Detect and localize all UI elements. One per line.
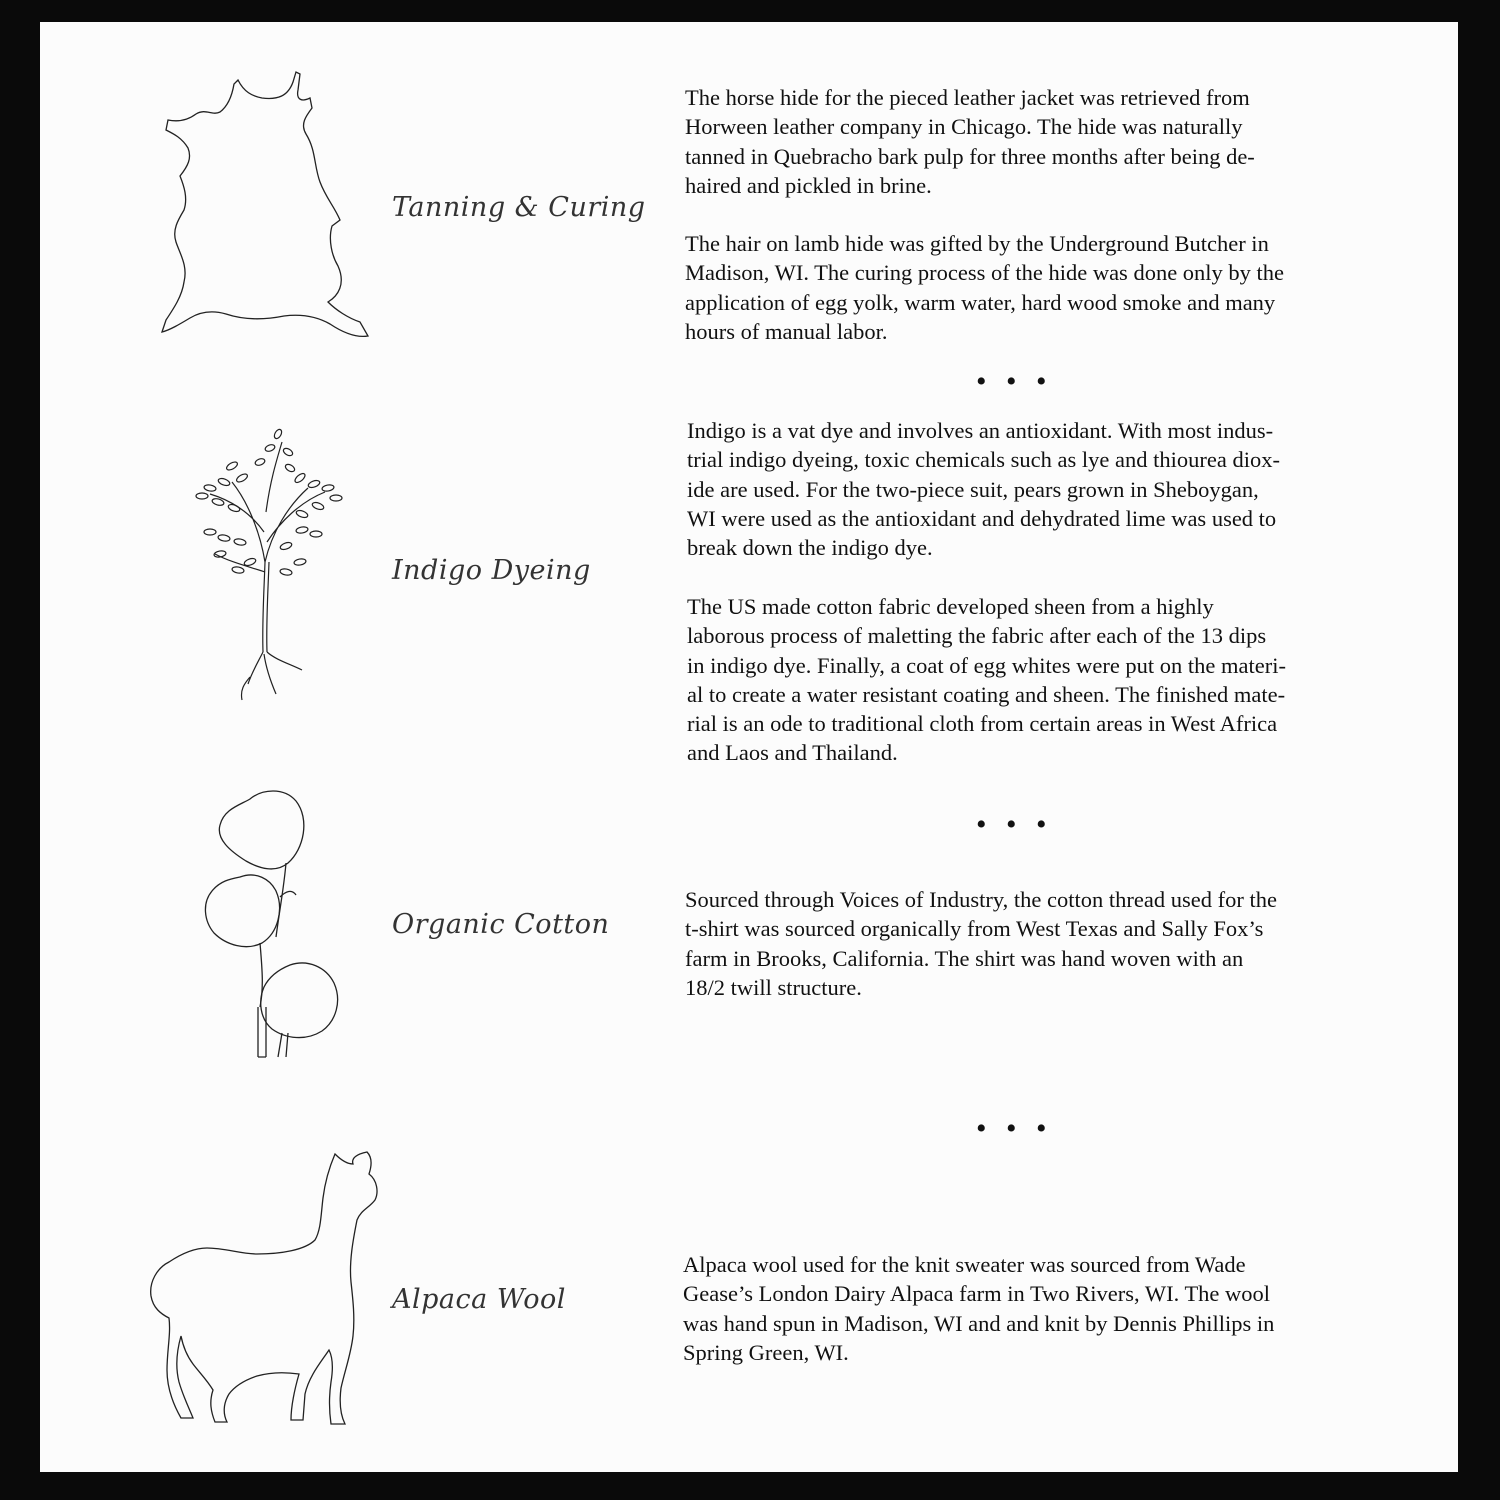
cotton-plant-icon <box>200 787 350 1067</box>
section-label-indigo: Indigo Dyeing <box>392 555 591 586</box>
section-label-cotton: Organic Cotton <box>392 909 610 940</box>
hide-icon <box>160 70 380 345</box>
indigo-paragraph-2: The US made cotton fabric developed sheen from a highly laborous process of maletting the fabric after each of the 13 dips in indigo dye. Finally, a coat of egg whites were put on the materi- al to create a water resistant coating and sheen. The finished mate- rial is an ode to traditional cloth from certain areas in West Africa and Laos and Thailand. <box>687 594 1287 766</box>
cotton-paragraph-1: Sourced through Voices of Industry, the cotton thread used for the t-shirt was sourced organically from West Texas and Sally Fox’s farm in Brooks, California. The shirt was hand woven with an 18/2 twill structure. <box>685 887 1277 1000</box>
document-page <box>40 22 1458 1472</box>
indigo-plant-icon <box>190 422 350 707</box>
section-label-tanning: Tanning & Curing <box>392 192 646 223</box>
separator-3: • • • <box>976 1112 1053 1145</box>
alpaca-paragraph-1: Alpaca wool used for the knit sweater was sourced from Wade Gease’s London Dairy Alpaca farm in Two Rivers, WI. The wool was hand spun in Madison, WI and and knit by Dennis Phillips in Spring Green, WI. <box>683 1252 1275 1365</box>
separator-2: • • • <box>976 808 1053 841</box>
tanning-paragraph-2: The hair on lamb hide was gifted by the Underground Butcher in Madison, WI. The curing process of the hide was done only by the application of egg yolk, warm water, hard wood smoke and many hours of manual labor. <box>685 231 1285 344</box>
indigo-paragraph-1: Indigo is a vat dye and involves an antioxidant. With most indus- trial indigo dyeing, toxic chemicals such as lye and thiourea diox- ide are used. For the two-piece suit, pears grown in Sheboygan, WI were used as the antioxidant and dehydrated lime was used to break down the indigo dye. <box>687 418 1280 561</box>
separator-1: • • • <box>976 365 1053 398</box>
section-label-alpaca: Alpaca Wool <box>392 1284 566 1315</box>
tanning-paragraph-1: The horse hide for the pieced leather jacket was retrieved from Horween leather company in Chicago. The hide was naturally tanned in Quebracho bark pulp for three months after being de- haired and pickled in brine. <box>685 85 1255 198</box>
alpaca-icon <box>145 1150 385 1430</box>
